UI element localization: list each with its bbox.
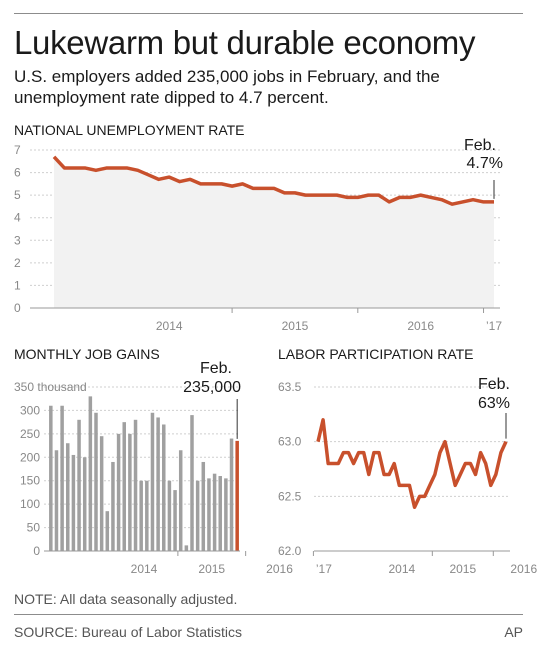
job-gains-y-tick: 150 xyxy=(19,473,40,488)
participation-y-tick: 62.0 xyxy=(278,544,302,558)
job-gains-bar xyxy=(111,462,115,551)
job-gains-bar-latest xyxy=(235,441,239,551)
job-gains-x-tick: ’17 xyxy=(315,562,332,576)
participation-callout-label: Feb. xyxy=(477,376,510,393)
footer-rule xyxy=(14,614,523,615)
job-gains-bar xyxy=(106,511,110,551)
job-gains-bar xyxy=(72,455,76,551)
job-gains-bar xyxy=(207,478,211,551)
job-gains-bar xyxy=(156,417,160,551)
top-rule xyxy=(14,13,523,14)
job-gains-x-tick: 2016 xyxy=(266,562,293,576)
job-gains-y-tick: 100 xyxy=(19,497,40,512)
job-gains-bar xyxy=(139,481,143,551)
job-gains-bar xyxy=(224,478,228,551)
job-gains-bar xyxy=(117,434,121,551)
job-gains-callout-label: Feb. xyxy=(199,360,232,377)
participation-y-tick: 62.5 xyxy=(278,489,302,504)
job-gains-bar xyxy=(100,436,104,551)
job-gains-bar xyxy=(151,413,155,551)
unemployment-x-tick: ’17 xyxy=(485,319,503,333)
unemployment-chart-title: NATIONAL UNEMPLOYMENT RATE xyxy=(14,122,245,138)
job-gains-x-tick: 2015 xyxy=(198,562,226,576)
participation-y-tick: 63.0 xyxy=(278,434,302,449)
job-gains-callout-value: 235,000 xyxy=(183,379,241,396)
unemployment-y-tick: 6 xyxy=(14,165,21,180)
participation-x-tick: 2015 xyxy=(449,562,477,576)
unemployment-x-tick: 2016 xyxy=(407,319,435,333)
job-gains-y-tick: 0 xyxy=(33,544,40,558)
participation-y-tick: 63.5 xyxy=(278,380,302,394)
job-gains-bar xyxy=(77,420,81,551)
job-gains-bar xyxy=(196,481,200,551)
job-gains-y-tick: 250 xyxy=(19,426,40,441)
participation-x-tick: 2016 xyxy=(510,562,537,576)
unemployment-x-tick: 2014 xyxy=(155,319,183,333)
participation-series-line xyxy=(318,420,506,507)
unemployment-chart xyxy=(0,138,537,338)
job-gains-bar xyxy=(213,474,217,551)
credit-line: AP xyxy=(504,624,523,640)
job-gains-bar xyxy=(122,422,126,551)
job-gains-bar xyxy=(230,439,234,551)
job-gains-bar xyxy=(94,413,98,551)
unemployment-y-tick: 7 xyxy=(14,143,21,157)
job-gains-bar xyxy=(60,406,64,551)
job-gains-bar xyxy=(185,545,189,551)
job-gains-bar xyxy=(145,481,149,551)
participation-chart-title: LABOR PARTICIPATION RATE xyxy=(278,346,474,362)
job-gains-bar xyxy=(162,424,166,551)
job-gains-bar xyxy=(190,415,194,551)
job-gains-bar xyxy=(218,476,222,551)
source-line: SOURCE: Bureau of Labor Statistics xyxy=(14,624,242,640)
job-gains-bar xyxy=(168,481,172,551)
unemployment-y-tick: 1 xyxy=(14,278,21,293)
participation-callout-value: 63% xyxy=(477,395,510,412)
unemployment-callout-value: 4.7% xyxy=(466,155,503,172)
job-gains-y-tick: 200 xyxy=(19,450,40,465)
job-gains-bar xyxy=(202,462,206,551)
job-gains-y-tick: 50 xyxy=(26,520,40,535)
job-gains-bar xyxy=(128,434,132,551)
page-title: Lukewarm but durable economy xyxy=(14,24,476,61)
page-subtitle: U.S. employers added 235,000 jobs in February, and the unemployment rate dipped to 4.7 percent. xyxy=(14,67,440,107)
job-gains-bar xyxy=(49,406,53,551)
job-gains-x-tick: 2014 xyxy=(130,562,158,576)
unemployment-y-tick: 3 xyxy=(14,233,21,248)
job-gains-bar xyxy=(89,396,93,551)
unemployment-y-tick: 4 xyxy=(14,210,21,225)
unemployment-x-tick: 2015 xyxy=(281,319,309,333)
unemployment-y-tick: 0 xyxy=(14,301,21,315)
job-gains-chart-title: MONTHLY JOB GAINS xyxy=(14,346,160,362)
job-gains-bar xyxy=(173,490,177,551)
job-gains-y-tick: 350 thousand xyxy=(14,380,87,394)
unemployment-y-tick: 5 xyxy=(14,188,21,203)
job-gains-bar xyxy=(134,420,138,551)
job-gains-bar xyxy=(55,450,59,551)
job-gains-bar xyxy=(83,457,87,551)
job-gains-y-tick: 300 xyxy=(19,403,40,418)
participation-chart xyxy=(278,345,537,577)
job-gains-bar xyxy=(179,450,183,551)
unemployment-area xyxy=(54,157,494,308)
footnote: NOTE: All data seasonally adjusted. xyxy=(14,591,238,607)
unemployment-y-tick: 2 xyxy=(14,255,21,270)
job-gains-bar xyxy=(66,443,70,551)
unemployment-callout-label: Feb. xyxy=(463,137,496,154)
participation-x-tick: 2014 xyxy=(388,562,416,576)
